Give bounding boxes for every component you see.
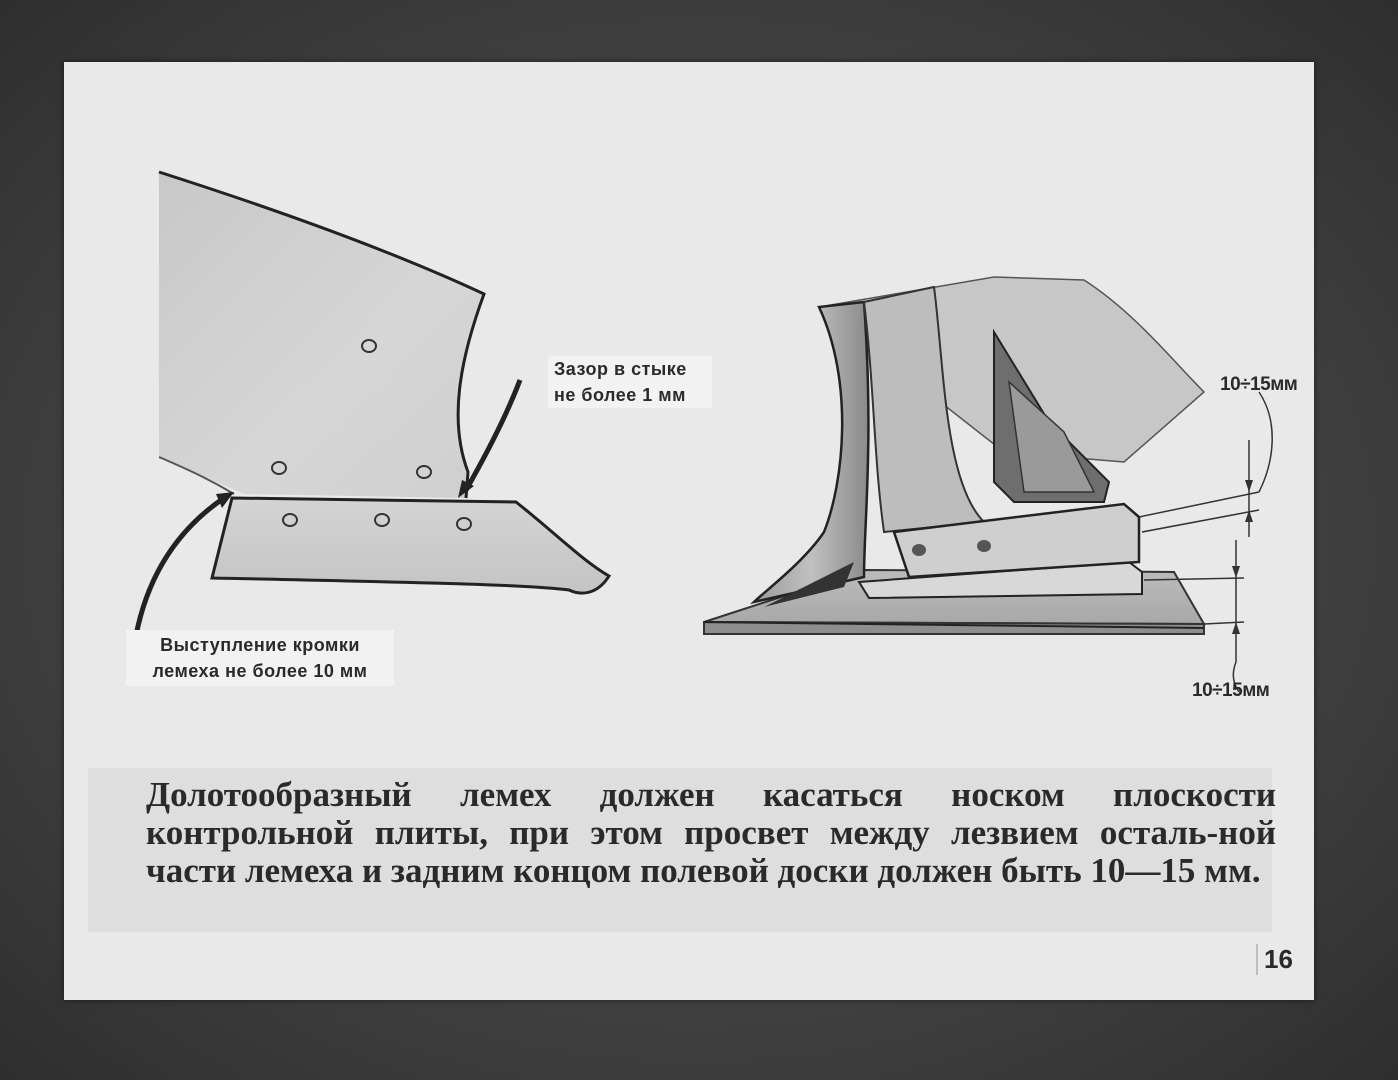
edge-label: Выступление кромки лемеха не более 10 мм	[126, 630, 394, 686]
caption-box	[88, 768, 1276, 932]
caption-text: Долотообразный лемех должен касаться носком плоскости контрольной плиты, при этом просвет между лезвием осталь-ной части лемеха и задним концом полевой доски должен быть 10—15 мм.	[146, 775, 1276, 890]
slide	[64, 62, 1314, 1000]
plough-body-right	[704, 277, 1204, 634]
mouldboard-left	[159, 172, 484, 498]
share-left	[212, 498, 609, 593]
dimension-label-bottom: 10÷15мм	[1192, 680, 1270, 701]
gap-label: Зазор в стыке не более 1 мм	[548, 356, 712, 408]
dimension-label-top: 10÷15мм	[1220, 374, 1298, 395]
page-number: 16	[1256, 944, 1299, 975]
